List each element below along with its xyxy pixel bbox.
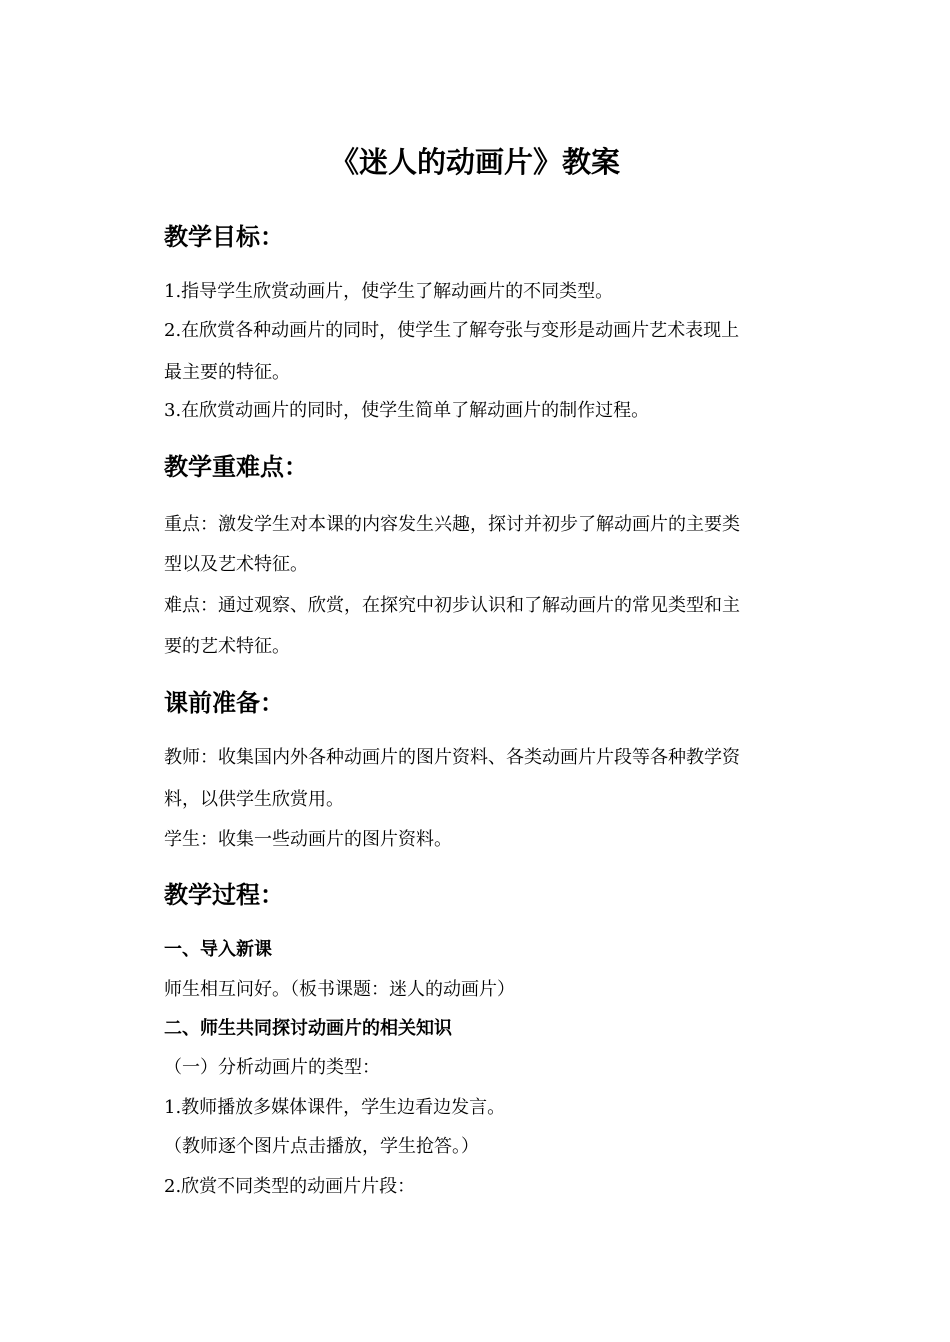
process-line-2: 1.教师播放多媒体课件，学生边看边发言。 [164,1097,506,1118]
key-points-line-1: 重点：激发学生对本课的内容发生兴趣，探讨并初步了解动画片的主要类 [164,514,740,535]
objectives-line-4: 3.在欣赏动画片的同时，使学生简单了解动画片的制作过程。 [164,400,650,421]
process-intro-text: 师生相互问好。（板书课题：迷人的动画片） [164,979,515,1000]
process-subheading-discussion: 二、师生共同探讨动画片的相关知识 [164,1018,452,1039]
process-line-4: 2.欣赏不同类型的动画片片段： [164,1176,416,1197]
key-points-line-3: 难点：通过观察、欣赏，在探究中初步认识和了解动画片的常见类型和主 [164,595,740,616]
process-line-1: （一）分析动画片的类型： [164,1057,380,1078]
key-points-line-2: 型以及艺术特征。 [164,554,308,575]
objectives-line-2: 2.在欣赏各种动画片的同时，使学生了解夸张与变形是动画片艺术表现上 [164,320,740,341]
preparation-line-2: 料，以供学生欣赏用。 [164,789,344,810]
document-title: 《迷人的动画片》教案 [329,145,620,179]
preparation-line-3: 学生：收集一些动画片的图片资料。 [164,829,452,850]
process-line-3: （教师逐个图片点击播放，学生抢答。） [164,1136,479,1157]
preparation-line-1: 教师：收集国内外各种动画片的图片资料、各类动画片片段等各种教学资 [164,747,740,768]
heading-preparation: 课前准备： [164,689,284,717]
heading-key-points: 教学重难点： [164,453,308,481]
heading-process: 教学过程： [164,881,284,909]
objectives-line-3: 最主要的特征。 [164,362,290,383]
heading-objectives: 教学目标： [164,223,284,251]
objectives-line-1: 1.指导学生欣赏动画片，使学生了解动画片的不同类型。 [164,281,614,302]
process-subheading-intro: 一、导入新课 [164,939,272,960]
key-points-line-4: 要的艺术特征。 [164,636,290,657]
